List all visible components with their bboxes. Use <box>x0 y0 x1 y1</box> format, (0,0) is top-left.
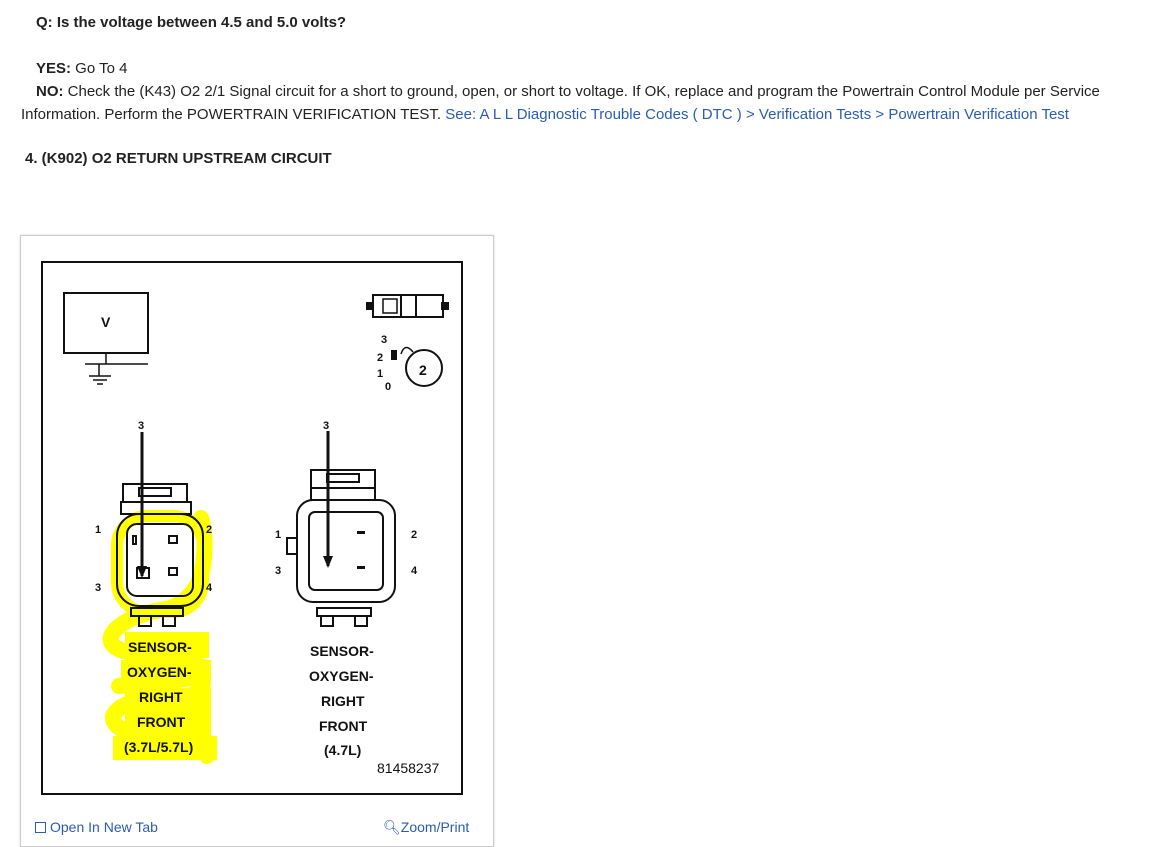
left-pin-3: 3 <box>95 582 102 594</box>
dtc-link[interactable]: A L L Diagnostic Trouble Codes ( DTC ) <box>479 106 742 123</box>
left-pin-1: 1 <box>95 524 102 536</box>
zoom-print-link[interactable] <box>383 819 469 836</box>
no-answer-line2 <box>21 106 1069 123</box>
right-top-pin: 3 <box>323 420 330 432</box>
step-title: 4. (K902) O2 RETURN UPSTREAM CIRCUIT <box>25 150 332 167</box>
wiring-diagram <box>21 236 493 846</box>
right-pin-4: 4 <box>411 565 418 577</box>
voltmeter-icon <box>64 293 148 384</box>
left-pin-2: 2 <box>206 524 213 536</box>
yes-text: Go To 4 <box>71 60 128 77</box>
probe-scale-0: 0 <box>385 381 392 393</box>
no-label: NO: <box>36 83 64 100</box>
meter-label: V <box>101 314 111 330</box>
new-tab-icon <box>35 822 46 833</box>
probe-scale-3: 3 <box>381 334 388 346</box>
right-label-line1: SENSOR- <box>310 643 374 659</box>
zoom-label: Zoom/Print <box>400 819 470 835</box>
right-label-line4: FRONT <box>319 718 368 734</box>
probe-scale-1: 1 <box>377 368 384 380</box>
no-answer-line1 <box>36 83 1100 100</box>
yes-answer <box>36 60 127 77</box>
right-pin-3: 3 <box>275 565 282 577</box>
probe-scale-2: 2 <box>377 352 384 364</box>
powertrain-verification-link[interactable]: Powertrain Verification Test <box>888 106 1069 123</box>
left-label-line5: (3.7L/5.7L) <box>124 739 194 755</box>
right-label-line5: (4.7L) <box>324 742 362 758</box>
question-text: Q: Is the voltage between 4.5 and 5.0 volts? <box>36 14 347 31</box>
left-label-line1: SENSOR- <box>128 639 192 655</box>
no-text-cont: Information. Perform the POWERTRAIN VERIFICATION TEST. <box>21 106 446 123</box>
figure-number: 81458237 <box>377 760 440 776</box>
right-pin-1: 1 <box>275 529 282 541</box>
diagram-frame <box>20 235 494 847</box>
breadcrumb-sep: > <box>741 106 759 123</box>
see-link-prefix[interactable]: See: <box>445 106 480 123</box>
no-text: Check the (K43) O2 2/1 Signal circuit for a short to ground, open, or short to voltage. If OK, replace and program the Powertrain Control Module per Service <box>63 83 1100 100</box>
right-connector-icon <box>287 470 395 626</box>
right-label-line3: RIGHT <box>321 693 365 709</box>
open-tab-label: Open In New Tab <box>50 819 158 835</box>
probe-label: 2 <box>419 362 427 378</box>
left-top-pin: 3 <box>138 420 145 432</box>
left-label-line3: RIGHT <box>139 689 183 705</box>
verification-tests-link[interactable]: Verification Tests <box>758 106 872 123</box>
zoom-icon: 🔍︎ <box>383 819 401 835</box>
left-pin-4: 4 <box>206 582 213 594</box>
open-in-new-tab-link[interactable] <box>35 819 158 835</box>
yes-label: YES: <box>36 60 72 77</box>
breadcrumb-sep: > <box>871 106 889 123</box>
right-pin-2: 2 <box>411 529 418 541</box>
left-label-line4: FRONT <box>137 714 186 730</box>
left-label-line2: OXYGEN- <box>127 664 192 680</box>
right-label-line2: OXYGEN- <box>309 668 374 684</box>
